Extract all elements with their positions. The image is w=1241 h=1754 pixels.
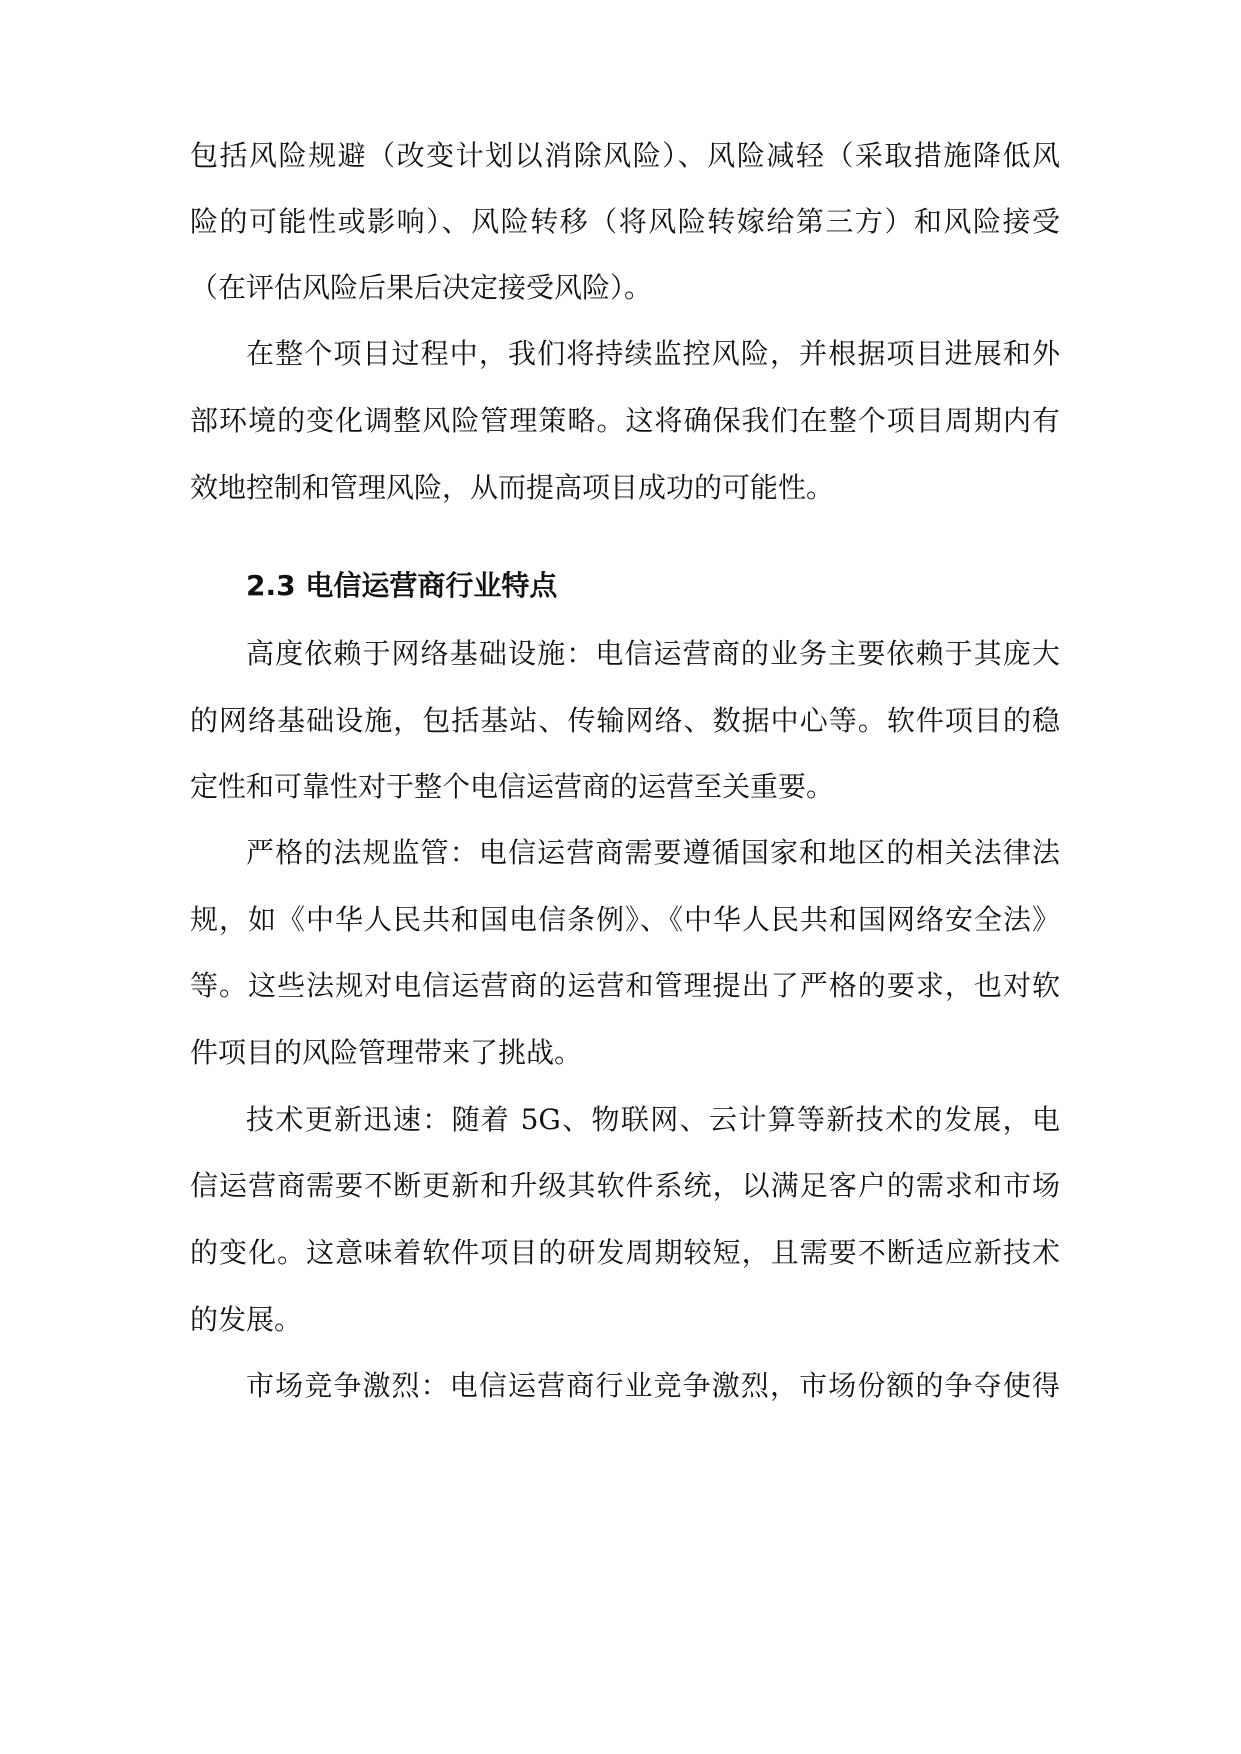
paragraph-line: 等。这些法规对电信运营商的运营和管理提出了严格的要求，也对软 (190, 969, 1060, 1002)
paragraph-line: 严格的法规监管：电信运营商需要遵循国家和地区的相关法律法 (246, 836, 1060, 869)
paragraph-line: 定性和可靠性对于整个电信运营商的运营至关重要。 (190, 770, 835, 803)
paragraph-line: （在评估风险后果后决定接受风险）。 (190, 271, 653, 304)
paragraph-line: 的发展。 (190, 1303, 303, 1336)
paragraph-line: 信运营商需要不断更新和升级其软件系统，以满足客户的需求和市场 (190, 1169, 1060, 1202)
paragraph-line: 市场竞争激烈：电信运营商行业竞争激烈，市场份额的争夺使得 (246, 1369, 1060, 1402)
section-heading: 2.3 电信运营商行业特点 (246, 569, 558, 602)
paragraph-line: 的网络基础设施，包括基站、传输网络、数据中心等。软件项目的稳 (190, 704, 1060, 737)
paragraph-line: 技术更新迅速：随着 5G、物联网、云计算等新技术的发展，电 (246, 1103, 1060, 1136)
paragraph-line: 效地控制和管理风险，从而提高项目成功的可能性。 (190, 471, 835, 504)
paragraph-line: 险的可能性或影响）、风险转移（将风险转嫁给第三方）和风险接受 (190, 205, 1060, 238)
paragraph-line: 的变化。这意味着软件项目的研发周期较短，且需要不断适应新技术 (190, 1236, 1060, 1269)
paragraph-line: 件项目的风险管理带来了挑战。 (190, 1036, 583, 1069)
paragraph-line: 高度依赖于网络基础设施：电信运营商的业务主要依赖于其庞大 (246, 637, 1060, 670)
paragraph-line: 规，如《中华人民共和国电信条例》、《中华人民共和国网络安全法》 (190, 903, 1060, 936)
paragraph-line: 在整个项目过程中，我们将持续监控风险，并根据项目进展和外 (246, 337, 1060, 370)
paragraph-line: 包括风险规避（改变计划以消除风险）、风险减轻（采取措施降低风 (190, 139, 1060, 172)
paragraph-line: 部环境的变化调整风险管理策略。这将确保我们在整个项目周期内有 (190, 404, 1060, 437)
